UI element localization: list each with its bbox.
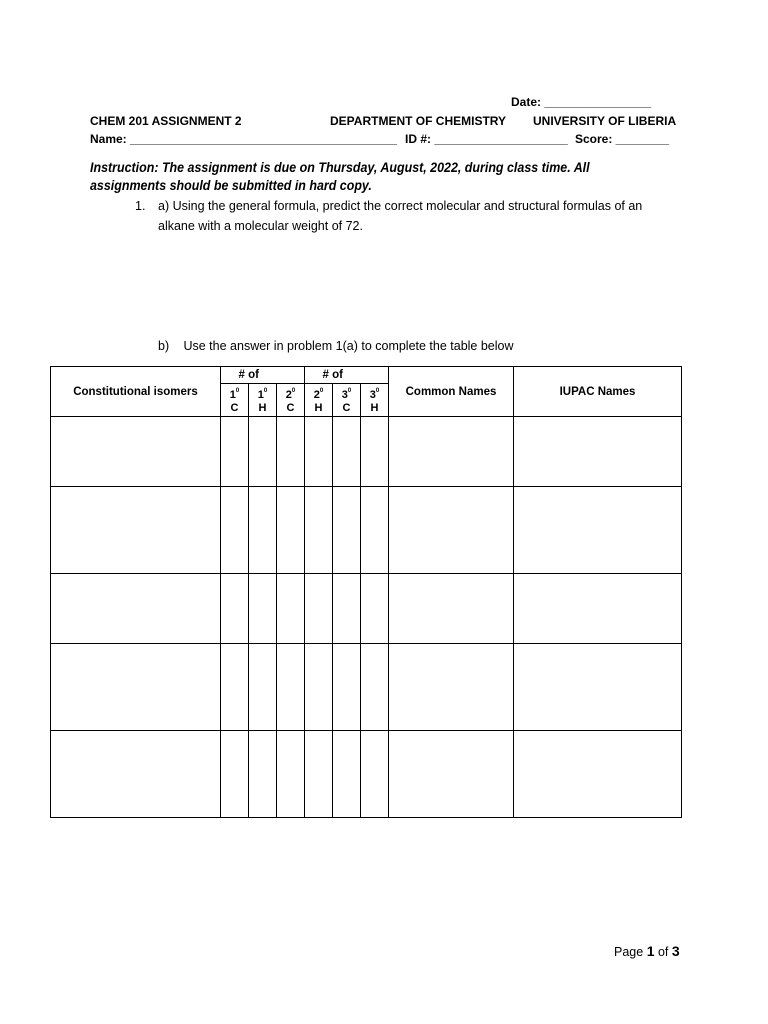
score-field: Score: ________ bbox=[575, 132, 670, 146]
table-row bbox=[51, 643, 682, 730]
col-1deg-h: $1^0$ H bbox=[249, 384, 277, 417]
table-row bbox=[51, 486, 682, 573]
table-row bbox=[51, 730, 682, 817]
col-1deg-c: $1^0$ C bbox=[221, 384, 249, 417]
question-1b-text: Use the answer in problem 1(a) to complete the table below bbox=[183, 339, 514, 353]
col-isomers-header: Constitutional isomers bbox=[51, 384, 221, 417]
col-3deg-h: $3^0$ H bbox=[361, 384, 389, 417]
col-iupac-header: IUPAC Names bbox=[514, 384, 682, 417]
department-name: DEPARTMENT OF CHEMISTRY bbox=[330, 114, 506, 128]
col-common-header: Common Names bbox=[389, 384, 514, 417]
date-field: Date: ________________ bbox=[511, 95, 652, 109]
question-1b bbox=[158, 339, 514, 353]
question-1b-label: b) bbox=[158, 339, 170, 353]
name-field: Name: ________________________________________ bbox=[90, 132, 397, 146]
course-title: CHEM 201 ASSIGNMENT 2 bbox=[90, 114, 242, 128]
university-name: UNIVERSITY OF LIBERIA bbox=[533, 114, 677, 128]
col-3deg-c: $3^0$ C bbox=[333, 384, 361, 417]
table-row bbox=[51, 573, 682, 643]
instruction-text: Instruction: The assignment is due on Thursday, August, 2022, during class time. All assignments should be submitted in hard copy. bbox=[90, 160, 590, 193]
table-row bbox=[51, 416, 682, 486]
id-field: ID #: ____________________ bbox=[405, 132, 568, 146]
isomer-table bbox=[50, 366, 682, 818]
group-header-1: # of bbox=[221, 367, 277, 384]
col-2deg-h: $2^0$ H bbox=[305, 384, 333, 417]
group-header-2: # of bbox=[305, 367, 361, 384]
question-1-number: 1. bbox=[135, 199, 146, 213]
question-1a-text: a) Using the general formula, predict the correct molecular and structural formulas of an alkane with a molecular weight of 72. bbox=[158, 199, 643, 233]
page-number: Page 1 of 3 bbox=[614, 943, 680, 959]
col-2deg-c: $2^0$ C bbox=[277, 384, 305, 417]
